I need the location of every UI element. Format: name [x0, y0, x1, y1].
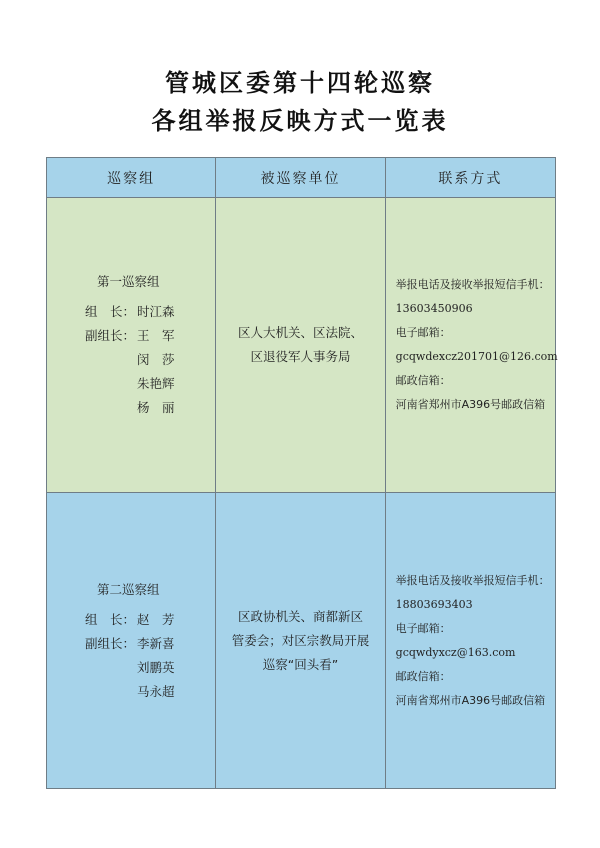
doc-title-line1: 管城区委第十四轮巡察 — [165, 68, 435, 97]
leader-label: 组 长： — [85, 611, 136, 627]
group-name: 第二巡察组 — [97, 581, 160, 597]
phone-label: 举报电话及接收举报短信手机： — [395, 278, 550, 291]
email-address: gcqwdexcz201701@126.com — [395, 350, 558, 363]
mail-label: 邮政信箱： — [395, 374, 451, 387]
mail-address: 河南省郑州市A396号邮政信箱 — [395, 693, 546, 707]
email-label: 电子邮箱： — [395, 621, 451, 635]
doc-title-line2: 各组举报反映方式一览表 — [151, 106, 449, 135]
deputy-name: 马永超 — [137, 683, 175, 699]
header-contact: 联系方式 — [385, 158, 555, 198]
group-name: 第一巡察组 — [97, 274, 160, 289]
unit-line: 巡察“回头看” — [262, 656, 339, 672]
deputy-name: 刘鹏英 — [137, 659, 175, 675]
deputy-name: 王 军 — [137, 328, 175, 343]
unit-line: 管委会；对区宗教局开展 — [231, 632, 370, 648]
contact-cell — [385, 493, 555, 789]
deputy-name: 朱艳辉 — [137, 376, 175, 391]
table-row — [47, 198, 556, 493]
phone-number: 18803693403 — [395, 597, 473, 611]
leader-label: 组 长： — [85, 304, 136, 319]
inspection-table — [46, 157, 556, 789]
leader-name: 赵 芳 — [137, 611, 175, 627]
phone-label: 举报电话及接收举报短信手机： — [395, 573, 550, 587]
table-row — [47, 493, 556, 789]
unit-cell — [216, 493, 385, 789]
deputy-name: 杨 丽 — [137, 400, 175, 415]
deputy-name: 李新喜 — [137, 635, 175, 651]
table-header-row — [47, 158, 556, 198]
unit-line: 区人大机关、区法院、 — [237, 325, 363, 340]
group-cell — [47, 493, 216, 789]
header-unit: 被巡察单位 — [216, 158, 385, 198]
header-group: 巡察组 — [47, 158, 216, 198]
unit-cell — [216, 198, 385, 493]
deputy-name: 闵 莎 — [137, 352, 175, 367]
mail-label: 邮政信箱： — [395, 669, 451, 683]
deputy-label: 副组长： — [85, 635, 136, 651]
email-label: 电子邮箱： — [395, 326, 451, 339]
email-address: gcqwdyxcz@163.com — [395, 645, 516, 659]
unit-line: 区退役军人事务局 — [250, 349, 351, 364]
unit-line: 区政协机关、商都新区 — [237, 608, 363, 624]
mail-address: 河南省郑州市A396号邮政信箱 — [395, 398, 546, 411]
leader-name: 时江森 — [137, 304, 175, 319]
contact-cell — [385, 198, 558, 493]
phone-number: 13603450906 — [395, 302, 473, 315]
deputy-label: 副组长： — [85, 328, 136, 343]
group-cell — [47, 198, 216, 493]
